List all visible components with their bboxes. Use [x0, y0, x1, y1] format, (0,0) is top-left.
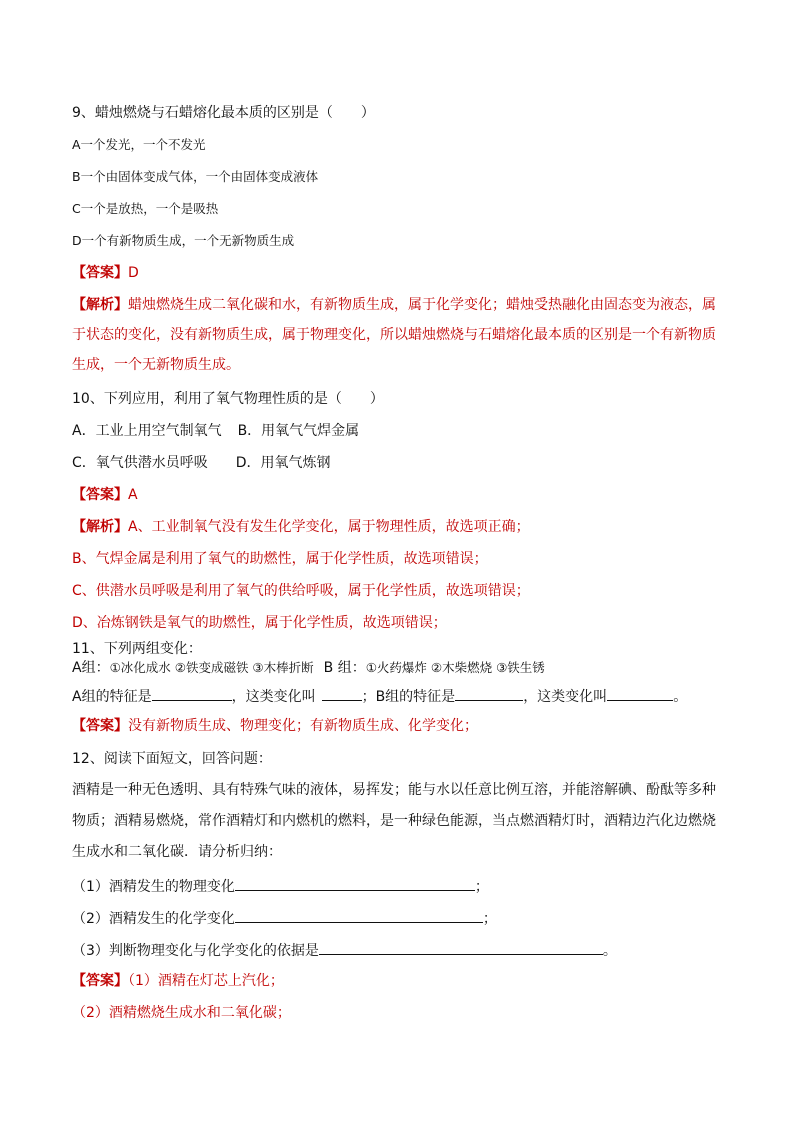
- analysis-tag: 【解析】: [72, 519, 128, 535]
- q9-option-c: C一个是放热，一个是吸热: [72, 201, 219, 216]
- q11-fill-text-5: 。: [673, 689, 688, 705]
- q12-blank-1[interactable]: [235, 876, 475, 891]
- q12-passage-line-2: 物质；酒精易燃烧，常作酒精灯和内燃机的燃料，是一种绿色能源，当点燃酒精灯时，酒精边汽化边燃烧: [72, 813, 716, 829]
- q10-option-d: D．用氧气炼钢: [235, 455, 331, 471]
- q10-option-b: B．用氧气气焊金属: [237, 423, 360, 439]
- q12-sub-2-text: （2）酒精发生的化学变化: [72, 911, 235, 927]
- q11-answer-value: 没有新物质生成、物理变化；有新物质生成、化学变化；: [128, 718, 478, 734]
- q12-sub-3: [72, 940, 617, 960]
- q9-answer: [72, 264, 139, 282]
- analysis-tag: 【解析】: [72, 297, 128, 313]
- q12-passage-line-3: 生成水和二氧化碳．请分析归纳：: [72, 844, 282, 860]
- q12-sub-2: [72, 908, 497, 928]
- q9-stem: 9、蜡烛燃烧与石蜡熔化最本质的区别是（ ）: [72, 105, 375, 121]
- answer-tag: 【答案】: [72, 973, 128, 989]
- q12-sub-1-text: （1）酒精发生的物理变化: [72, 879, 235, 895]
- q10-analysis-line-3: C、供潜水员呼吸是利用了氧气的供给呼吸，属于化学性质，故选项错误；: [72, 583, 530, 599]
- answer-tag: 【答案】: [72, 718, 128, 734]
- q10-analysis-line-2: B、气焊金属是利用了氧气的助燃性，属于化学性质，故选项错误；: [72, 551, 488, 567]
- q10-analysis-line-4: D、冶炼钢铁是氧气的助燃性，属于化学性质，故选项错误；: [72, 615, 447, 631]
- q10-analysis-text-1: A、工业制氧气没有发生化学变化，属于物理性质，故选项正确；: [128, 519, 530, 535]
- q12-blank-3[interactable]: [319, 940, 603, 955]
- q11-group-b-label: B 组：: [323, 660, 366, 676]
- q11-fill-text-3: ；B组的特征是: [361, 689, 456, 705]
- q10-answer: [72, 486, 138, 504]
- q10-option-a: A．工业上用空气制氧气: [72, 423, 222, 439]
- q11-stem: 11、下列两组变化：: [72, 641, 202, 657]
- q10-stem: 10、下列应用，利用了氧气物理性质的是（ ）: [72, 391, 384, 407]
- q10-options-row-2: [72, 454, 331, 472]
- q9-analysis-text-1: 蜡烛燃烧生成二氧化碳和水，有新物质生成，属于化学变化；蜡烛受热融化由固态变为液态，属: [128, 297, 716, 313]
- q11-fill-text-4: ，这类变化叫: [523, 689, 608, 705]
- q10-analysis-line-1: [72, 518, 530, 536]
- q12-blank-2[interactable]: [235, 908, 483, 923]
- q10-answer-value: A: [128, 487, 138, 503]
- q9-answer-value: D: [128, 265, 139, 281]
- q12-sub-3-end: 。: [602, 943, 617, 959]
- q12-sub-2-end: ；: [482, 911, 497, 927]
- q12-stem: 12、阅读下面短文，回答问题：: [72, 751, 272, 767]
- q12-sub-1: [72, 876, 489, 896]
- q10-option-c: C．氧气供潜水员呼吸: [72, 455, 208, 471]
- answer-tag: 【答案】: [72, 265, 128, 281]
- q11-group-a-label: A组：: [72, 660, 110, 676]
- q10-options-row-1: [72, 422, 359, 440]
- q11-blank-4[interactable]: [607, 686, 673, 701]
- q11-blank-2[interactable]: [322, 686, 362, 701]
- q9-option-a: A一个发光，一个不发光: [72, 137, 206, 152]
- q9-analysis-line-3: 生成，一个无新物质生成。: [72, 357, 240, 373]
- q9-option-b: B一个由固体变成气体，一个由固体变成液体: [72, 169, 319, 184]
- q12-passage-line-1: 酒精是一种无色透明、具有特殊气味的液体，易挥发；能与水以任意比例互溶，并能溶解碘、酚酞等多种: [72, 782, 716, 798]
- q12-answer-2: （2）酒精燃烧生成水和二氧化碳；: [72, 1005, 291, 1021]
- answer-tag: 【答案】: [72, 487, 128, 503]
- q9-option-d: D一个有新物质生成，一个无新物质生成: [72, 233, 295, 248]
- q11-fill-text-1: A组的特征是: [72, 689, 152, 705]
- q11-fill-line: [72, 686, 687, 706]
- q11-answer: [72, 717, 478, 735]
- q12-sub-3-text: （3）判断物理变化与化学变化的依据是: [72, 943, 319, 959]
- q9-analysis-line-1: [72, 296, 716, 314]
- q11-groups: [72, 659, 545, 677]
- q12-sub-1-end: ；: [474, 879, 489, 895]
- q12-answer-line-1: [72, 972, 284, 990]
- q11-blank-1[interactable]: [152, 686, 232, 701]
- q11-blank-3[interactable]: [455, 686, 523, 701]
- q9-analysis-line-2: 于状态的变化，没有新物质生成，属于物理变化，所以蜡烛燃烧与石蜡熔化最本质的区别是一个有新物质: [72, 327, 716, 343]
- q11-group-b-items: ①火药爆炸 ②木柴燃烧 ③铁生锈: [365, 660, 545, 675]
- q11-group-a-items: ①冰化成水 ②铁变成磁铁 ③木棒折断: [109, 660, 314, 675]
- q12-answer-1: （1）酒精在灯芯上汽化；: [128, 973, 284, 989]
- q11-fill-text-2: ，这类变化叫: [231, 689, 316, 705]
